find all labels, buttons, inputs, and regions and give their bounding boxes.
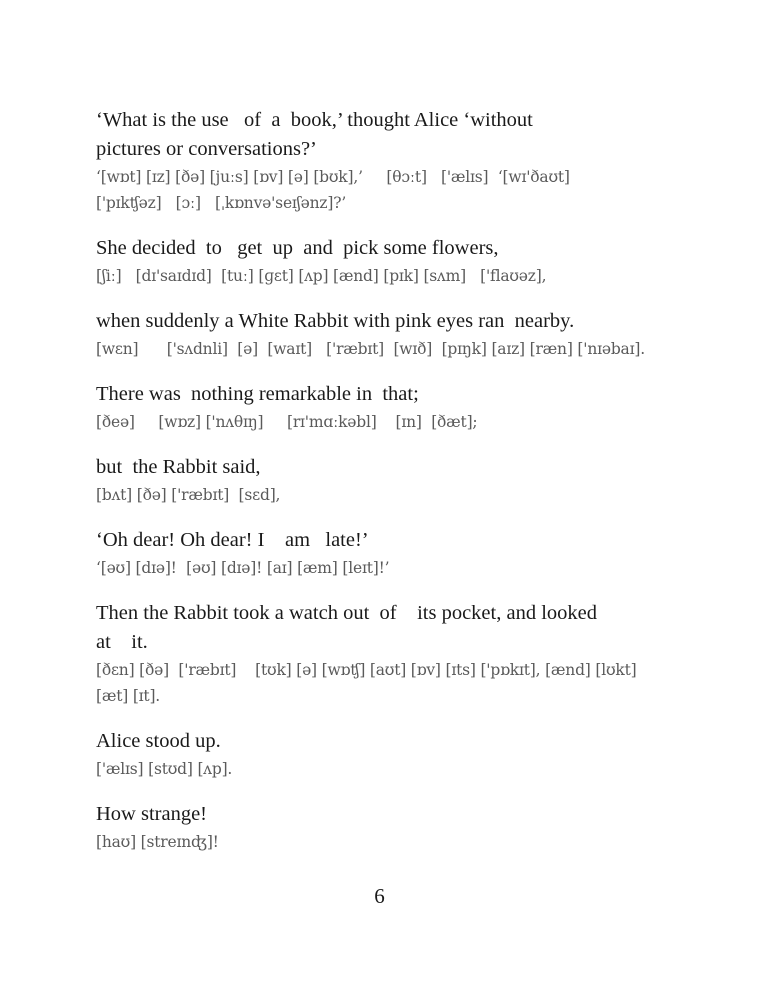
english-line: when suddenly a White Rabbit with pink eyes ran nearby.: [96, 310, 575, 332]
ipa-line: ['pɪkʧəz] [ɔː] [ˌkɒnvə'seɪʃənz]?’: [96, 194, 347, 212]
ipa-line: [wɛn] ['sʌdnli] [ə] [waɪt] ['ræbɪt] [wɪð] [pɪŋk] [aɪz] [ræn] ['nɪəbaɪ].: [96, 340, 645, 358]
ipa-line: [bʌt] [ðə] ['ræbɪt] [sɛd],: [96, 486, 281, 504]
paragraph-3: [96, 307, 686, 362]
paragraph-7: [96, 599, 686, 709]
paragraph-9: [96, 800, 686, 855]
ipa-line: ‘[əʊ] [dɪə]! [əʊ] [dɪə]! [aɪ] [æm] [leɪt]!’: [96, 559, 390, 577]
english-line: There was nothing remarkable in that;: [96, 383, 419, 405]
ipa-line: [ðeə] [wɒz] ['nʌθɪŋ] [rɪ'mɑːkəbl] [ɪn] [ðæt];: [96, 413, 478, 431]
paragraph-4: [96, 380, 686, 435]
english-line: Alice stood up.: [96, 730, 221, 752]
ipa-line: ‘[wɒt] [ɪz] [ðə] [juːs] [ɒv] [ə] [bʊk],’ [θɔːt] ['ælɪs] ‘[wɪ'ðaʊt]: [96, 168, 570, 186]
english-line: at it.: [96, 631, 148, 653]
paragraph-5: [96, 453, 686, 508]
paragraph-1: [96, 106, 686, 216]
english-line: Then the Rabbit took a watch out of its pocket, and looked: [96, 602, 597, 624]
text-content: [96, 106, 686, 855]
english-line: ‘What is the use of a book,’ thought Alice ‘without: [96, 109, 533, 131]
english-line: How strange!: [96, 803, 208, 825]
ipa-line: [æt] [ɪt].: [96, 687, 161, 705]
page-number: 6: [374, 884, 385, 908]
ipa-line: [ʃiː] [dɪ'saɪdɪd] [tuː] [ɡɛt] [ʌp] [ænd] [pɪk] [sʌm] ['flaʊəz],: [96, 267, 547, 285]
english-line: but the Rabbit said,: [96, 456, 261, 478]
english-line: She decided to get up and pick some flowers,: [96, 237, 499, 259]
paragraph-2: [96, 234, 686, 289]
english-line: pictures or conversations?’: [96, 138, 317, 160]
paragraph-6: [96, 526, 686, 581]
english-line: ‘Oh dear! Oh dear! I am late!’: [96, 529, 369, 551]
ipa-line: ['ælɪs] [stʊd] [ʌp].: [96, 760, 233, 778]
paragraph-8: [96, 727, 686, 782]
ipa-line: [ðɛn] [ðə] ['ræbɪt] [tʊk] [ə] [wɒʧ] [aʊt] [ɒv] [ɪts] ['pɒkɪt], [ænd] [lʊkt]: [96, 661, 637, 679]
ipa-line: [haʊ] [streɪnʤ]!: [96, 833, 219, 851]
